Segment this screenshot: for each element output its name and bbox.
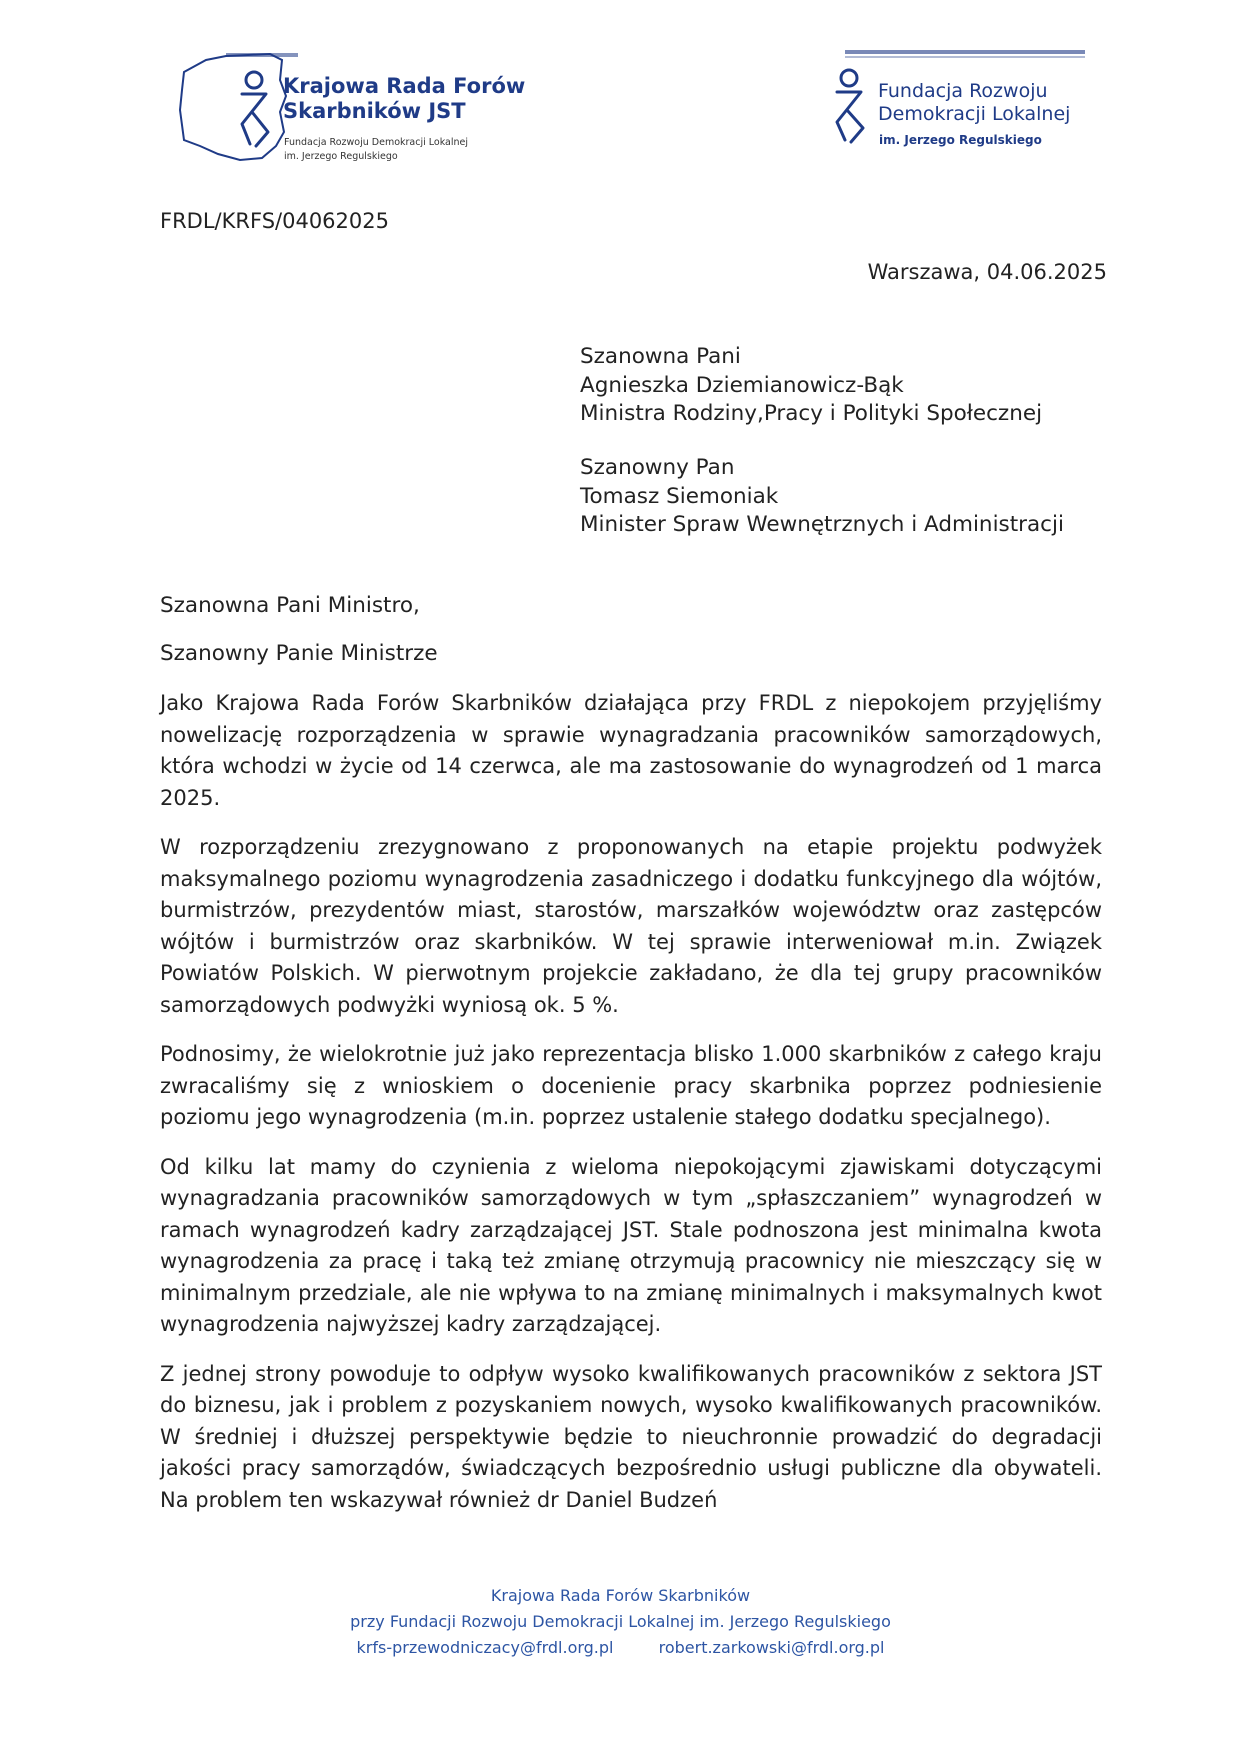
krfs-logo-title-line1: Krajowa Rada Forów — [283, 74, 526, 98]
letter-body — [160, 688, 1102, 1534]
krfs-logo-title — [283, 74, 525, 124]
krfs-logo — [178, 50, 526, 170]
footer-email-2[interactable]: robert.zarkowski@frdl.org.pl — [658, 1638, 885, 1657]
frdl-logo-title-line2: Demokracji Lokalnej — [878, 103, 1071, 125]
person-map-icon — [178, 50, 298, 170]
body-paragraph: Z jednej strony powoduje to odpływ wysoko kwalifikowanych pracowników z sektora JST do biznesu, jak i problem z pozyskaniem nowych, wysoko kwalifikowanych pracowników. W średniej i dłuższej perspektywie będzie to nieuchronnie prowadzić do degradacji jakości pracy samorządów, świadczących bezpośrednio usługi publiczne dla obywateli. Na problem ten wskazywał również dr Daniel Budzeń — [160, 1361, 1102, 1512]
addressee-role: Ministra Rodziny,Pracy i Polityki Społecznej — [580, 401, 1043, 426]
salutation-2: Szanowny Panie Ministrze — [160, 641, 438, 666]
frdl-logo-title — [878, 80, 1070, 126]
addressee-block-2 — [580, 454, 1140, 540]
letter-date: Warszawa, 04.06.2025 — [867, 260, 1107, 284]
reference-number: FRDL/KRFS/04062025 — [160, 209, 389, 233]
letter-footer — [0, 1583, 1241, 1661]
addressee-name: Agnieszka Dziemianowicz-Bąk — [580, 372, 904, 398]
addressee-role: Minister Spraw Wewnętrznych i Administracji — [580, 512, 1064, 537]
body-paragraph: W rozporządzeniu zrezygnowano z proponowanych na etapie projektu podwyżek maksymalnego poziomu wynagrodzenia zasadniczego i dodatku funkcyjnego dla wójtów, burmistrzów, prezydentów miast, starostów, marszałków województw oraz zastępców wójtów i burmistrzów oraz skarbników. W tej sprawie interweniował m.in. Związek Powiatów Polskich. W pierwotnym projekcie zakładano, że dla tej grupy pracowników samorządowych podwyżki wyniosą ok. 5 %. — [160, 835, 1102, 1017]
footer-org-affiliation: przy Fundacji Rozwoju Demokracji Lokalnej im. Jerzego Regulskiego — [350, 1612, 891, 1631]
footer-email-1[interactable]: krfs-przewodniczacy@frdl.org.pl — [356, 1638, 614, 1657]
frdl-logo-subtitle: im. Jerzego Regulskiego — [879, 133, 1042, 147]
footer-org-name: Krajowa Rada Forów Skarbników — [490, 1586, 751, 1605]
addressee-greeting: Szanowna Pani — [580, 344, 741, 369]
salutation-1: Szanowna Pani Ministro, — [160, 593, 420, 618]
krfs-logo-sub-line1: Fundacja Rozwoju Demokracji Lokalnej — [284, 137, 468, 148]
krfs-logo-title-line2: Skarbników JST — [283, 99, 466, 123]
body-paragraph: Jako Krajowa Rada Forów Skarbników działająca przy FRDL z niepokojem przyjęliśmy nowelizację rozporządzenia w sprawie wynagradzania pracowników samorządowych, która wchodzi w życie od 14 czerwca, ale ma zastosowanie do wynagrodzeń od 1 marca 2025. — [160, 691, 1102, 810]
addressee-greeting: Szanowny Pan — [580, 455, 735, 480]
footer-emails — [0, 1635, 1241, 1661]
frdl-logo — [815, 48, 1115, 158]
body-paragraph: Od kilku lat mamy do czynienia z wieloma niepokojącymi zjawiskami dotyczącymi wynagradzania pracowników samorządowych w tym „spłaszczaniem” wynagrodzeń w ramach wynagrodzeń kadry zarządzającej JST. Stale podnoszona jest minimalna kwota wynagrodzenia za pracę i taką też zmianę otrzymują pracownicy nie mieszczący się w minimalnym przedziale, ale nie wpływa to na zmianę minimalnych i maksymalnych kwot wynagrodzenia najwyższej kadry zarządzającej. — [160, 1154, 1102, 1336]
addressee-name: Tomasz Siemoniak — [580, 483, 779, 509]
krfs-logo-sub-line2: im. Jerzego Regulskiego — [284, 151, 398, 162]
addressee-block-1 — [580, 343, 1140, 429]
krfs-logo-subtitle — [284, 136, 468, 164]
body-paragraph: Podnosimy, że wielokrotnie już jako reprezentacja blisko 1.000 skarbników z całego kraju zwracaliśmy się z wnioskiem o docenienie pracy skarbnika poprzez podniesienie poziomu jego wynagrodzenia (m.in. poprzez ustalenie stałego dodatku specjalnego). — [160, 1042, 1102, 1129]
frdl-logo-title-line1: Fundacja Rozwoju — [878, 80, 1048, 102]
